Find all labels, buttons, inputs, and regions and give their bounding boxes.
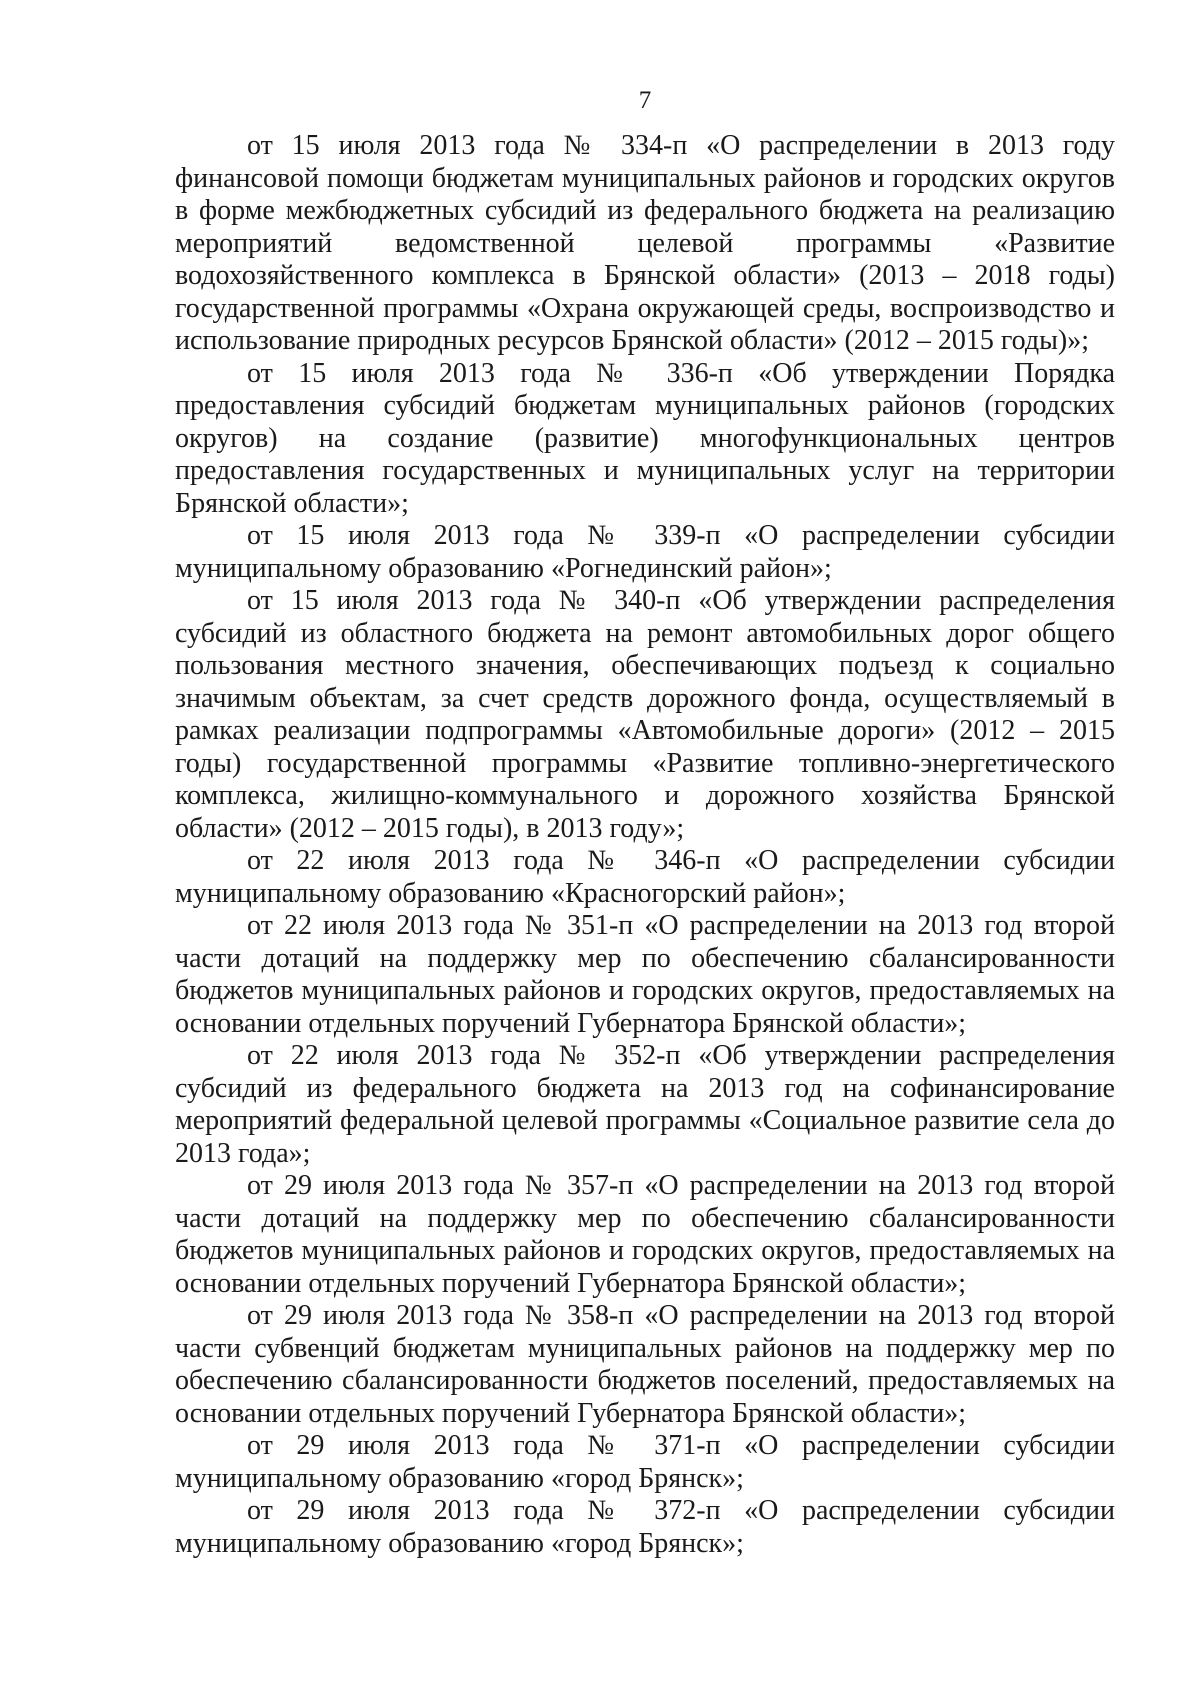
paragraph-resolution-339: от 15 июля 2013 года № 339-п «О распределении субсидии муниципальному образованию «Рогнединский район»; [175,520,1115,584]
document-text [175,130,1115,1560]
paragraph-resolution-352: от 22 июля 2013 года № 352-п «Об утверждении распределения субсидий из федерального бюджета на 2013 год на софинансирование мероприятий федеральной целевой программы «Социальное развитие села до 2013 года»; [175,1040,1115,1169]
paragraph-resolution-340: от 15 июля 2013 года № 340-п «Об утверждении распределения субсидий из областного бюджета на ремонт автомобильных дорог общего пользования местного значения, обеспечивающих подъезд к социально значимым объектам, за счет средств дорожного фонда, осуществляемый в рамках реализации подпрограммы «Автомобильные дороги» (2012 – 2015 годы) государственной программы «Развитие топливно-энергетического комплекса, жилищно-коммунального и дорожного хозяйства Брянской области» (2012 – 2015 годы), в 2013 году»; [175,585,1115,844]
paragraph-resolution-357: от 29 июля 2013 года № 357-п «О распределении на 2013 год второй части дотаций на поддержку мер по обеспечению сбалансированности бюджетов муниципальных районов и городских округов, предоставляемых на основании отдельных поручений Губернатора Брянской области»; [175,1170,1115,1299]
paragraph-resolution-351: от 22 июля 2013 года № 351-п «О распределении на 2013 год второй части дотаций на поддержку мер по обеспечению сбалансированности бюджетов муниципальных районов и городских округов, предоставляемых на основании отдельных поручений Губернатора Брянской области»; [175,910,1115,1039]
paragraph-resolution-371: от 29 июля 2013 года № 371-п «О распределении субсидии муниципальному образованию «город Брянск»; [175,1430,1115,1494]
page-number: 7 [638,87,652,114]
paragraph-resolution-336: от 15 июля 2013 года № 336-п «Об утверждении Порядка предоставления субсидий бюджетам муниципальных районов (городских округов) на создание (развитие) многофункциональных центров предоставления государственных и муниципальных услуг на территории Брянской области»; [175,357,1115,519]
paragraph-resolution-372: от 29 июля 2013 года № 372-п «О распределении субсидии муниципальному образованию «город Брянск»; [175,1495,1115,1559]
paragraph-resolution-334: от 15 июля 2013 года № 334-п «О распределении в 2013 году финансовой помощи бюджетам муниципальных районов и городских округов в форме межбюджетных субсидий из федерального бюджета на реализацию мероприятий ведомственной целевой программы «Развитие водохозяйственного комплекса в Брянской области» (2013 – 2018 годы) государственной программы «Охрана окружающей среды, воспроизводство и использование природных ресурсов Брянской области» (2012 – 2015 годы)»; [175,130,1115,356]
paragraph-resolution-346: от 22 июля 2013 года № 346-п «О распределении субсидии муниципальному образованию «Красногорский район»; [175,845,1115,909]
paragraph-resolution-358: от 29 июля 2013 года № 358-п «О распределении на 2013 год второй части субвенций бюджетам муниципальных районов на поддержку мер по обеспечению сбалансированности бюджетов поселений, предоставляемых на основании отдельных поручений Губернатора Брянской области»; [175,1300,1115,1429]
